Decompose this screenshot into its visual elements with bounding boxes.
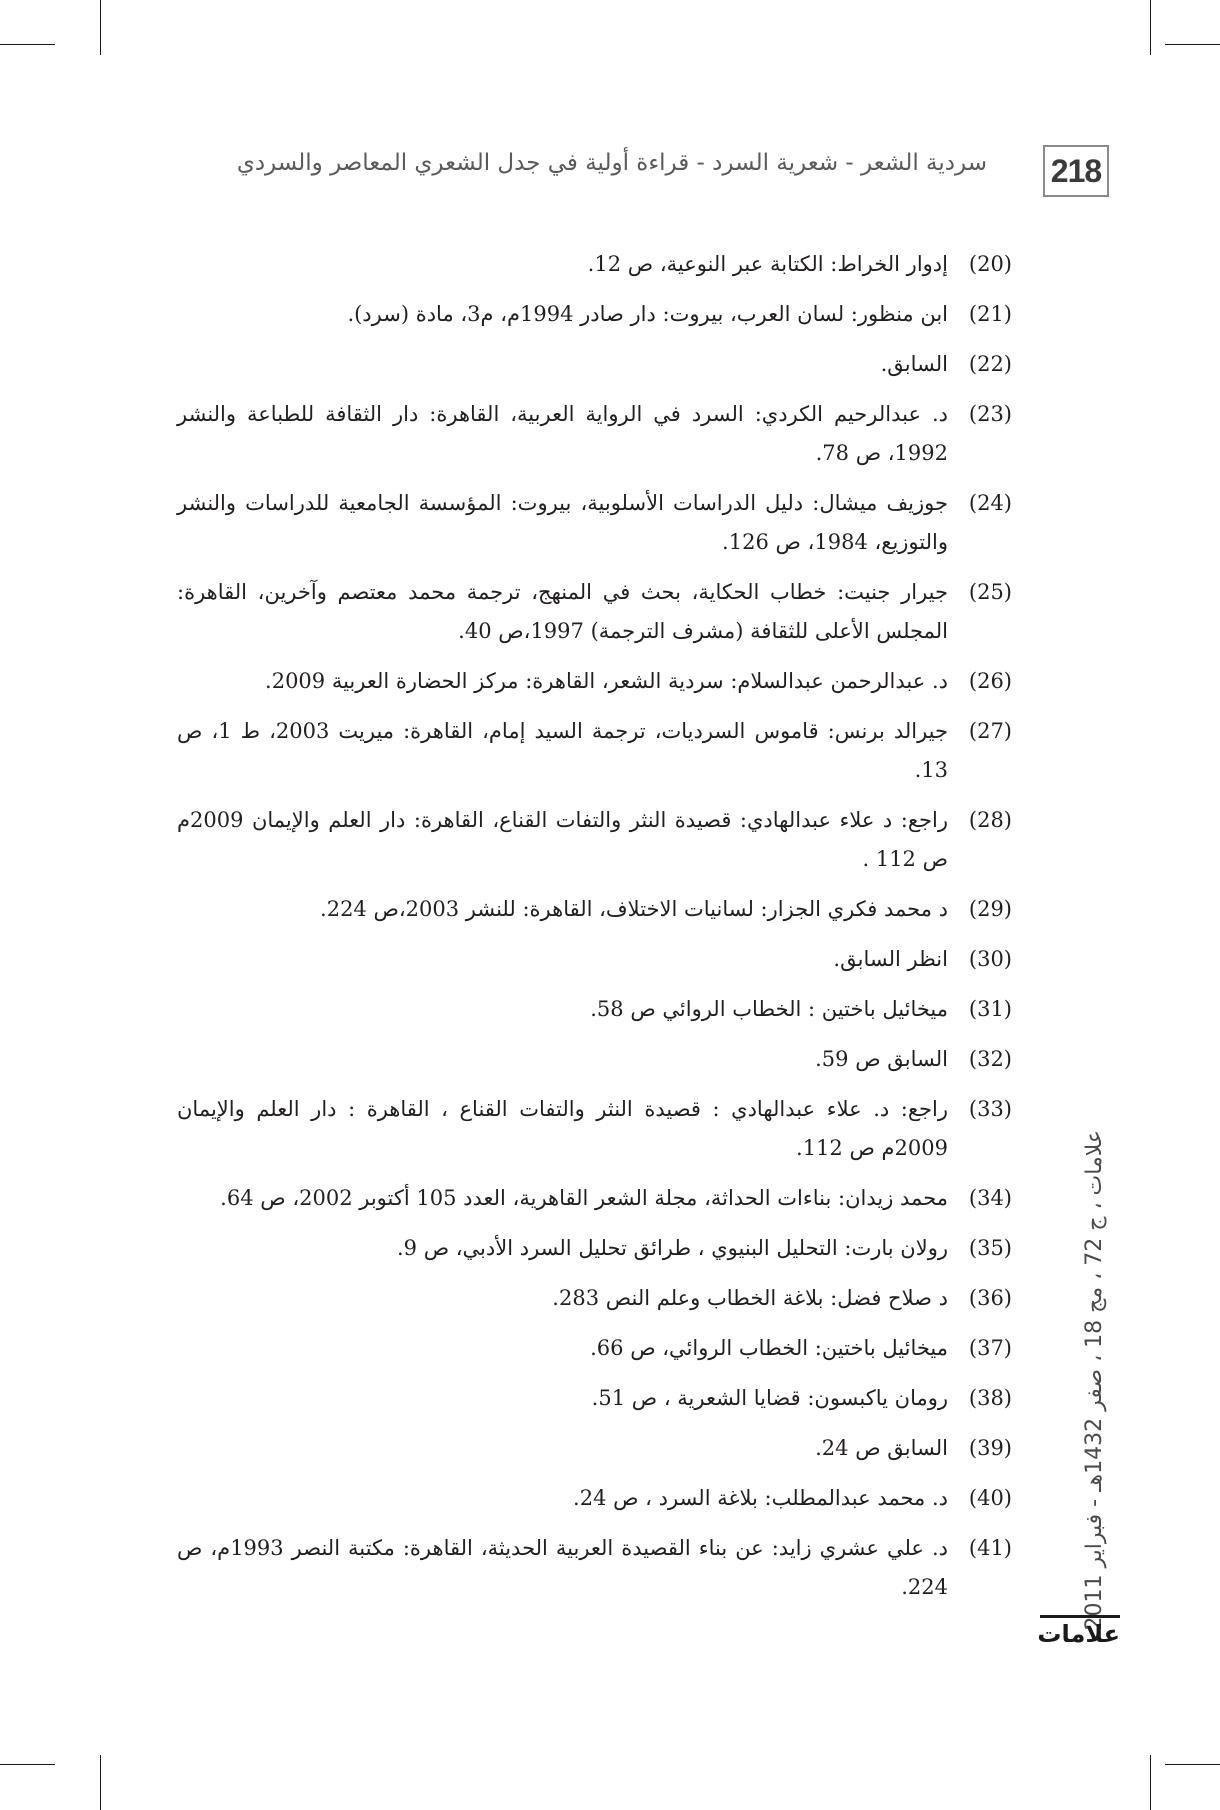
endnote-number: (35) — [968, 1236, 1012, 1260]
endnote-item — [177, 245, 1012, 284]
endnote-item — [177, 940, 1012, 979]
endnote-number: (23) — [968, 402, 1012, 426]
endnote-text: د. عبدالرحمن عبدالسلام: سردية الشعر، القاهرة: مركز الحضارة العربية 2009. — [265, 669, 948, 693]
endnote-item — [177, 890, 1012, 929]
crop-mark — [1165, 44, 1220, 45]
crop-mark — [1150, 0, 1151, 55]
endnote-number: (34) — [968, 1186, 1012, 1210]
endnote-item — [177, 1279, 1012, 1318]
page-number: 218 — [1043, 145, 1109, 197]
endnote-text: جيرار جنيت: خطاب الحكاية، بحث في المنهج، ترجمة محمد معتصم وآخرين، القاهرة: المجلس الأعلى للثقافة (مشرف الترجمة) 1997،ص 40. — [177, 580, 948, 643]
crop-mark — [1150, 1755, 1151, 1810]
endnote-item — [177, 484, 1012, 562]
endnote-text: ميخائيل باختين : الخطاب الروائي ص 58. — [590, 997, 948, 1021]
endnote-item — [177, 1379, 1012, 1418]
endnote-number: (28) — [968, 808, 1012, 832]
crop-mark — [100, 0, 101, 55]
endnote-text: رولان بارت: التحليل البنيوي ، طرائق تحليل السرد الأدبي، ص 9. — [396, 1236, 948, 1260]
journal-logo: علامات — [1040, 1615, 1120, 1660]
endnote-item — [177, 1040, 1012, 1079]
endnote-text: السابق ص 24. — [815, 1436, 948, 1460]
crop-mark — [1165, 1764, 1220, 1765]
endnote-item — [177, 1329, 1012, 1368]
endnote-number: (39) — [968, 1436, 1012, 1460]
endnote-item — [177, 1529, 1012, 1607]
endnote-text: د. علي عشري زايد: عن بناء القصيدة العربية الحديثة، القاهرة: مكتبة النصر 1993م، ص 224. — [177, 1536, 948, 1599]
endnote-item — [177, 801, 1012, 879]
endnote-item — [177, 295, 1012, 334]
endnote-number: (41) — [968, 1536, 1012, 1560]
journal-info: علامات ، ج 72 ، مج 18 ، صفر 1432هـ - فبراير 2011 — [1082, 1130, 1107, 1631]
endnote-number: (38) — [968, 1386, 1012, 1410]
endnote-number: (27) — [968, 719, 1012, 743]
endnote-number: (37) — [968, 1336, 1012, 1360]
crop-mark — [0, 44, 55, 45]
endnote-text: جوزيف ميشال: دليل الدراسات الأسلوبية، بيروت: المؤسسة الجامعية للدراسات والنشر والتوزيع، 1984، ص 126. — [177, 491, 948, 554]
endnote-text: السابق ص 59. — [815, 1047, 948, 1071]
endnote-text: راجع: د علاء عبدالهادي: قصيدة النثر والتفات القناع، القاهرة: دار العلم والإيمان 2009م ص 112 . — [177, 808, 948, 871]
endnote-text: جيرالد برنس: قاموس السرديات، ترجمة السيد إمام، القاهرة: ميريت 2003، ط 1، ص 13. — [177, 719, 948, 782]
endnote-text: السابق. — [880, 352, 948, 376]
endnote-text: انظر السابق. — [833, 947, 948, 971]
endnote-number: (33) — [968, 1097, 1012, 1121]
endnote-text: ابن منظور: لسان العرب، بيروت: دار صادر 1994م، م3، مادة (سرد). — [347, 302, 948, 326]
endnote-item — [177, 1179, 1012, 1218]
endnote-text: د محمد فكري الجزار: لسانيات الاختلاف، القاهرة: للنشر 2003،ص 224. — [320, 897, 948, 921]
endnote-number: (40) — [968, 1486, 1012, 1510]
endnote-text: د. عبدالرحيم الكردي: السرد في الرواية العربية، القاهرة: دار الثقافة للطباعة والنشر 1992، ص 78. — [177, 402, 948, 465]
endnote-text: راجع: د. علاء عبدالهادي : قصيدة النثر والتفات القناع ، القاهرة : دار العلم والإيمان 2009م ص 112. — [177, 1097, 948, 1160]
crop-mark — [0, 1764, 55, 1765]
endnote-number: (20) — [968, 252, 1012, 276]
endnote-item — [177, 345, 1012, 384]
endnote-number: (25) — [968, 580, 1012, 604]
endnote-number: (22) — [968, 352, 1012, 376]
endnote-number: (29) — [968, 897, 1012, 921]
running-title: سردية الشعر - شعرية السرد - قراءة أولية في جدل الشعري المعاصر والسردي — [236, 150, 987, 176]
endnote-text: رومان ياكبسون: قضايا الشعرية ، ص 51. — [591, 1386, 948, 1410]
endnote-number: (32) — [968, 1047, 1012, 1071]
endnote-item — [177, 990, 1012, 1029]
endnote-item — [177, 662, 1012, 701]
endnote-text: محمد زيدان: بناءات الحداثة، مجلة الشعر القاهرية، العدد 105 أكتوبر 2002، ص 64. — [220, 1186, 948, 1210]
endnote-item — [177, 573, 1012, 651]
endnote-number: (26) — [968, 669, 1012, 693]
endnote-number: (21) — [968, 302, 1012, 326]
endnote-number: (24) — [968, 491, 1012, 515]
endnote-text: د صلاح فضل: بلاغة الخطاب وعلم النص 283. — [552, 1286, 948, 1310]
endnote-number: (30) — [968, 947, 1012, 971]
endnote-text: إدوار الخراط: الكتابة عبر النوعية، ص 12. — [587, 252, 948, 276]
endnote-item — [177, 712, 1012, 790]
crop-mark — [100, 1755, 101, 1810]
endnote-text: ميخائيل باختين: الخطاب الروائي، ص 66. — [590, 1336, 948, 1360]
endnote-number: (36) — [968, 1286, 1012, 1310]
endnotes-list — [177, 245, 1012, 1618]
endnote-item — [177, 1229, 1012, 1268]
endnote-item — [177, 1429, 1012, 1468]
endnote-item — [177, 1090, 1012, 1168]
endnote-item — [177, 1479, 1012, 1518]
endnote-number: (31) — [968, 997, 1012, 1021]
endnote-item — [177, 395, 1012, 473]
endnote-text: د. محمد عبدالمطلب: بلاغة السرد ، ص 24. — [573, 1486, 948, 1510]
